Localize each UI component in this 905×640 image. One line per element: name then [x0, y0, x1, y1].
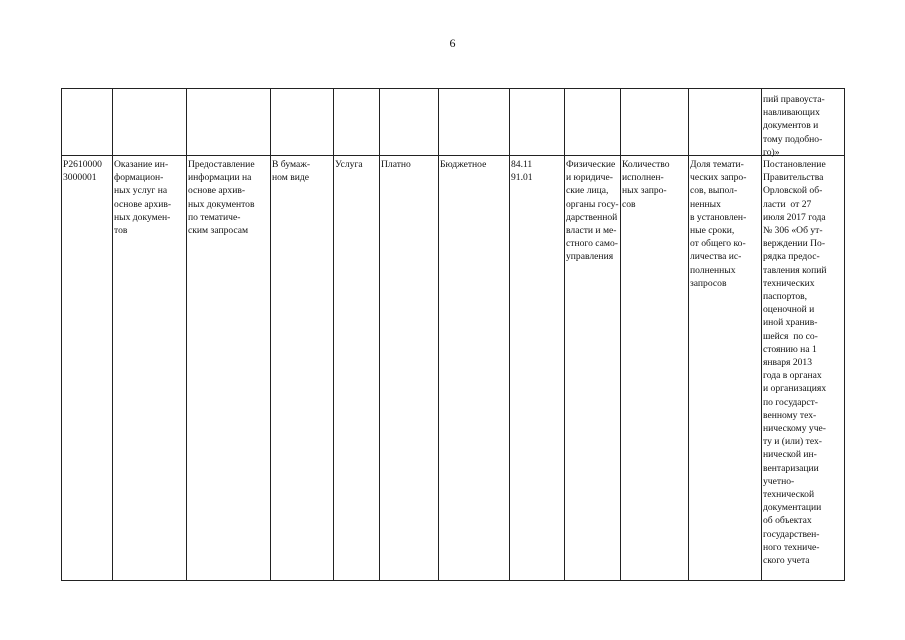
column-divider	[509, 88, 510, 581]
cell-type: Услуга	[335, 159, 363, 170]
cell-legal-basis: Постановление Правительства Орловской об- ласти от 27 июля 2017 года № 306 «Об ут- верждении По- рядка предос- тавления копий технических паспортов, оценочной и иной хранив- шейся по со- стоянию на 1 января 2013 года в органах и организациях по государст- венному тех- ническому уче- ту и (или) тех- нической ин- вентаризации учетно- технической документации об объектах государствен- ного техниче- ского учета	[763, 159, 827, 567]
cell-payment: Платно	[381, 159, 411, 170]
row-divider	[61, 155, 844, 156]
cell-consumers: Физические и юридиче- ские лица, органы госу- дарственной власти и ме- стного само- управления	[566, 159, 619, 263]
column-divider	[761, 88, 762, 581]
table-border-right	[844, 88, 845, 581]
column-divider	[620, 88, 621, 581]
column-divider	[112, 88, 113, 581]
page-number: 6	[449, 36, 456, 50]
cell-work-content: Предоставление информации на основе архив- ных документов по тематиче- ским запросам	[188, 159, 255, 237]
column-divider	[379, 88, 380, 581]
column-divider	[564, 88, 565, 581]
column-divider	[270, 88, 271, 581]
cell-service-name: Оказание ин- формацион- ных услуг на основе архив- ных докумен- тов	[114, 159, 172, 237]
cell-institution-type: Бюджетное	[440, 159, 487, 170]
table-border-bottom	[61, 580, 844, 581]
continued-cell-legal-basis: пий правоуста- навливающих документов и тому подобно- го)»	[763, 94, 825, 158]
table-border-top	[61, 88, 844, 89]
cell-delivery-form: В бумаж- ном виде	[272, 159, 311, 184]
table-border-left	[61, 88, 62, 581]
cell-volume-indicator: Количество исполнен- ных запро- сов	[622, 159, 670, 210]
column-divider	[333, 88, 334, 581]
cell-okved-codes: 84.11 91.01	[511, 159, 533, 184]
cell-quality-indicator: Доля темати- ческих запро- сов, выпол- ненных в установлен- ные сроки, от общего ко- личества ис- полненных запросов	[690, 159, 747, 289]
column-divider	[688, 88, 689, 581]
column-divider	[438, 88, 439, 581]
cell-registry-number: Р2610000 3000001	[63, 159, 102, 184]
column-divider	[186, 88, 187, 581]
